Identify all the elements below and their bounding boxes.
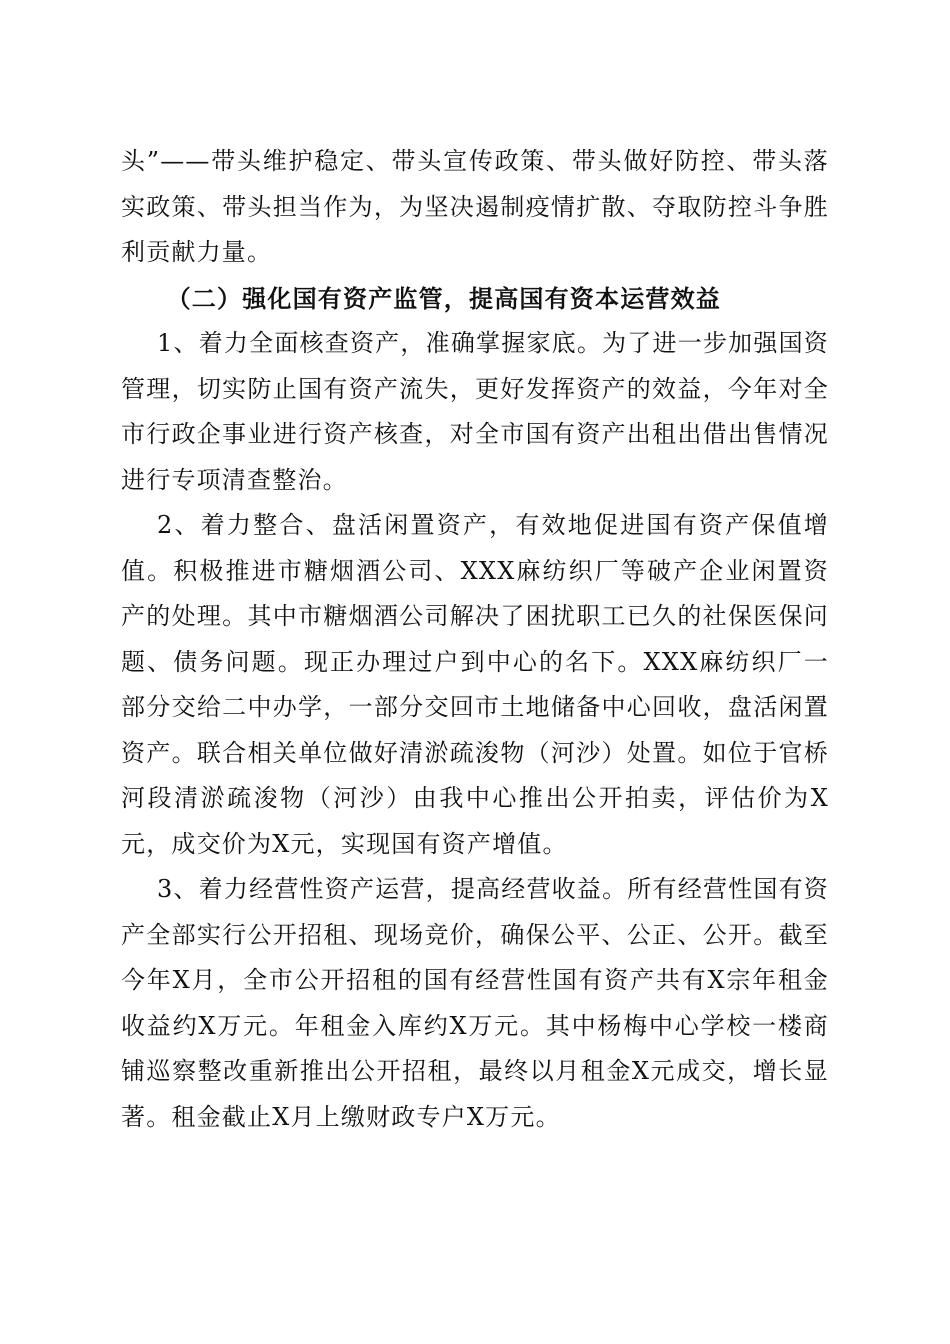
document-body <box>121 139 829 1140</box>
body-paragraph-2: 2、着力整合、盘活闲置资产，有效地促进国有资产保值增值。积极推进市糖烟酒公司、XXX麻纺织厂等破产企业闲置资产的处理。其中市糖烟酒公司解决了困扰职工已久的社保医保问题、债务问题。现正办理过户到中心的名下。XXX麻纺织厂一部分交给二中办学，一部分交回市土地储备中心回收，盘活闲置资产。联合相关单位做好清淤疏浚物（河沙）处置。如位于官桥河段清淤疏浚物（河沙）由我中心推出公开拍卖，评估价为X元，成交价为X元，实现国有资产增值。 <box>121 511 829 858</box>
body-paragraph-1: 1、着力全面核查资产，准确掌握家底。为了进一步加强国资管理，切实防止国有资产流失，更好发挥资产的效益，今年对全市行政企事业进行资产核查，对全市国有资产出租出借出售情况进行专项清查整治。 <box>121 329 829 494</box>
section-heading: （二）强化国有资产监管，提高国有资本运营效益 <box>166 283 721 313</box>
continuation-paragraph: 头”——带头维护稳定、带头宣传政策、带头做好防控、带头落实政策、带头担当作为，为坚决遏制疫情扩散、夺取防控斗争胜利贡献力量。 <box>121 147 829 266</box>
body-paragraph-3: 3、着力经营性资产运营，提高经营收益。所有经营性国有资产全部实行公开招租、现场竞价，确保公平、公正、公开。截至今年X月，全市公开招租的国有经营性国有资产共有X宗年租金收益约X万元。年租金入库约X万元。其中杨梅中心学校一楼商铺巡察整改重新推出公开招租，最终以月租金X元成交，增长显著。租金截止X月上缴财政专户X万元。 <box>121 875 829 1131</box>
